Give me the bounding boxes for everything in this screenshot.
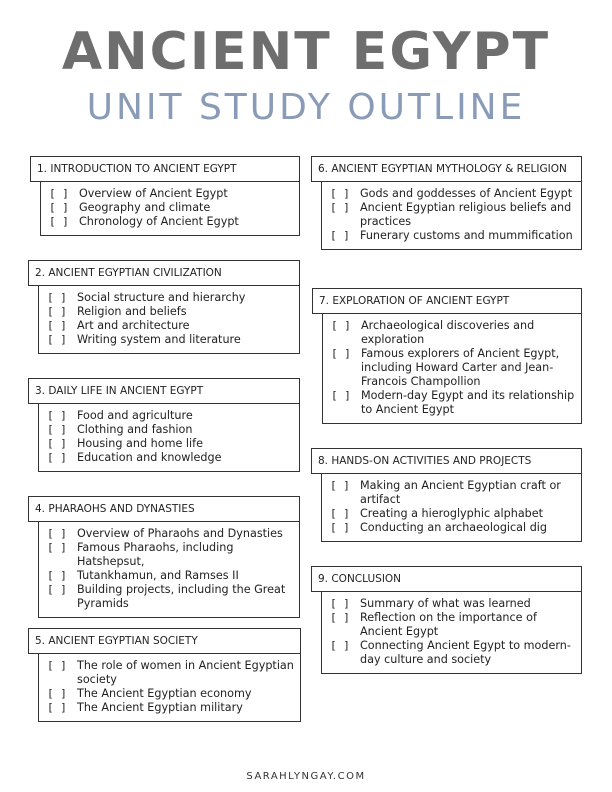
checklist-item[interactable] bbox=[330, 521, 581, 535]
checkbox[interactable]: [ ] bbox=[47, 569, 67, 582]
checklist-item[interactable] bbox=[47, 333, 299, 347]
section-heading: 3. DAILY LIFE IN ANCIENT EGYPT bbox=[28, 378, 300, 404]
checklist-item[interactable] bbox=[47, 423, 299, 437]
checklist-item[interactable] bbox=[331, 347, 581, 389]
checkbox[interactable]: [ ] bbox=[49, 215, 69, 228]
checkbox[interactable]: [ ] bbox=[47, 423, 67, 436]
checkbox[interactable]: [ ] bbox=[47, 291, 67, 304]
section-body bbox=[38, 522, 300, 618]
checkbox[interactable]: [ ] bbox=[330, 597, 350, 610]
section-body bbox=[321, 182, 582, 250]
checkbox[interactable]: [ ] bbox=[331, 389, 351, 402]
checklist-item[interactable] bbox=[47, 541, 299, 569]
section-body bbox=[322, 314, 582, 424]
item-label: Gods and goddesses of Ancient Egypt bbox=[360, 187, 573, 200]
checklist-item[interactable] bbox=[49, 215, 299, 229]
checkbox[interactable]: [ ] bbox=[49, 201, 69, 214]
checkbox[interactable]: [ ] bbox=[47, 409, 67, 422]
checkbox[interactable]: [ ] bbox=[330, 479, 350, 492]
checklist-item[interactable] bbox=[330, 229, 581, 243]
checkbox[interactable]: [ ] bbox=[330, 521, 350, 534]
item-label: Ancient Egyptian religious beliefs and practices bbox=[360, 201, 572, 228]
item-label: Archaeological discoveries and exploration bbox=[361, 319, 535, 346]
checkbox[interactable]: [ ] bbox=[330, 611, 350, 624]
checklist-item[interactable] bbox=[47, 687, 300, 701]
section-heading: 1. INTRODUCTION TO ANCIENT EGYPT bbox=[30, 156, 300, 182]
item-label: The role of women in Ancient Egyptian society bbox=[77, 659, 294, 686]
checklist-item[interactable] bbox=[47, 659, 300, 687]
item-label: Food and agriculture bbox=[77, 409, 193, 422]
item-label: Funerary customs and mummification bbox=[360, 229, 573, 242]
checkbox[interactable]: [ ] bbox=[47, 451, 67, 464]
section-body bbox=[321, 592, 582, 674]
item-label: Clothing and fashion bbox=[77, 423, 193, 436]
item-label: Geography and climate bbox=[79, 201, 211, 214]
checklist-item[interactable] bbox=[49, 201, 299, 215]
item-label: Connecting Ancient Egypt to modern-day culture and society bbox=[360, 639, 571, 666]
item-label: Overview of Pharaohs and Dynasties bbox=[77, 527, 283, 540]
checkbox[interactable]: [ ] bbox=[47, 319, 67, 332]
section-body bbox=[38, 654, 301, 722]
checklist-item[interactable] bbox=[47, 319, 299, 333]
page-subtitle: UNIT STUDY OUTLINE bbox=[86, 87, 526, 128]
item-label: Conducting an archaeological dig bbox=[360, 521, 548, 534]
section-heading: 6. ANCIENT EGYPTIAN MYTHOLOGY & RELIGION bbox=[311, 156, 582, 182]
checklist-item[interactable] bbox=[330, 597, 581, 611]
checkbox[interactable]: [ ] bbox=[330, 507, 350, 520]
section-body bbox=[40, 182, 300, 236]
section-body bbox=[38, 286, 300, 354]
checkbox[interactable]: [ ] bbox=[331, 347, 351, 360]
checklist-item[interactable] bbox=[47, 527, 299, 541]
checkbox[interactable]: [ ] bbox=[330, 187, 350, 200]
checkbox[interactable]: [ ] bbox=[47, 333, 67, 346]
item-label: Famous Pharaohs, including Hatshepsut, bbox=[77, 541, 234, 568]
section-body bbox=[38, 404, 300, 472]
checkbox[interactable]: [ ] bbox=[47, 583, 67, 596]
checklist-item[interactable] bbox=[47, 291, 299, 305]
section-heading: 7. EXPLORATION OF ANCIENT EGYPT bbox=[312, 288, 582, 314]
item-label: The Ancient Egyptian military bbox=[77, 701, 243, 714]
item-label: The Ancient Egyptian economy bbox=[77, 687, 252, 700]
item-label: Overview of Ancient Egypt bbox=[79, 187, 228, 200]
checkbox[interactable]: [ ] bbox=[47, 687, 67, 700]
checkbox[interactable]: [ ] bbox=[47, 701, 67, 714]
checkbox[interactable]: [ ] bbox=[330, 201, 350, 214]
checklist-item[interactable] bbox=[47, 437, 299, 451]
checkbox[interactable]: [ ] bbox=[47, 305, 67, 318]
checklist-item[interactable] bbox=[330, 201, 581, 229]
checkbox[interactable]: [ ] bbox=[331, 319, 351, 332]
checkbox[interactable]: [ ] bbox=[330, 229, 350, 242]
item-label: Creating a hieroglyphic alphabet bbox=[360, 507, 544, 520]
item-label: Housing and home life bbox=[77, 437, 203, 450]
item-label: Tutankhamun, and Ramses II bbox=[77, 569, 239, 582]
item-label: Writing system and literature bbox=[77, 333, 241, 346]
footer-site: SARAHLYNGAY.COM bbox=[246, 771, 366, 782]
checklist-item[interactable] bbox=[47, 569, 299, 583]
checklist-item[interactable] bbox=[47, 701, 300, 715]
item-label: Modern-day Egypt and its relationship to Ancient Egypt bbox=[361, 389, 575, 416]
item-label: Famous explorers of Ancient Egypt, including Howard Carter and Jean-Francois Champollion bbox=[361, 347, 560, 388]
checklist-item[interactable] bbox=[47, 305, 299, 319]
checklist-item[interactable] bbox=[49, 187, 299, 201]
page-title: ANCIENT EGYPT bbox=[61, 22, 551, 82]
section-heading: 9. CONCLUSION bbox=[311, 566, 582, 592]
checklist-item[interactable] bbox=[47, 583, 299, 611]
item-label: Making an Ancient Egyptian craft or artifact bbox=[360, 479, 561, 506]
checkbox[interactable]: [ ] bbox=[330, 639, 350, 652]
item-label: Building projects, including the Great Pyramids bbox=[77, 583, 286, 610]
section-heading: 4. PHARAOHS AND DYNASTIES bbox=[28, 496, 300, 522]
checklist-item[interactable] bbox=[331, 389, 581, 417]
checkbox[interactable]: [ ] bbox=[47, 437, 67, 450]
checkbox[interactable]: [ ] bbox=[47, 541, 67, 554]
item-label: Reflection on the importance of Ancient Egypt bbox=[360, 611, 537, 638]
item-label: Religion and beliefs bbox=[77, 305, 187, 318]
checklist-item[interactable] bbox=[330, 611, 581, 639]
section-heading: 2. ANCIENT EGYPTIAN CIVILIZATION bbox=[28, 260, 300, 286]
checkbox[interactable]: [ ] bbox=[47, 527, 67, 540]
section-heading: 8. HANDS-ON ACTIVITIES AND PROJECTS bbox=[311, 448, 582, 474]
item-label: Social structure and hierarchy bbox=[77, 291, 246, 304]
checklist-item[interactable] bbox=[330, 479, 581, 507]
section-heading: 5. ANCIENT EGYPTIAN SOCIETY bbox=[28, 628, 301, 654]
checklist-item[interactable] bbox=[47, 451, 299, 465]
checklist-item[interactable] bbox=[331, 319, 581, 347]
checklist-item[interactable] bbox=[330, 639, 581, 667]
checklist-item[interactable] bbox=[330, 187, 581, 201]
item-label: Chronology of Ancient Egypt bbox=[79, 215, 239, 228]
checkbox[interactable]: [ ] bbox=[49, 187, 69, 200]
checklist-item[interactable] bbox=[330, 507, 581, 521]
checklist-item[interactable] bbox=[47, 409, 299, 423]
section-body bbox=[321, 474, 582, 542]
item-label: Summary of what was learned bbox=[360, 597, 531, 610]
item-label: Art and architecture bbox=[77, 319, 190, 332]
checkbox[interactable]: [ ] bbox=[47, 659, 67, 672]
item-label: Education and knowledge bbox=[77, 451, 222, 464]
